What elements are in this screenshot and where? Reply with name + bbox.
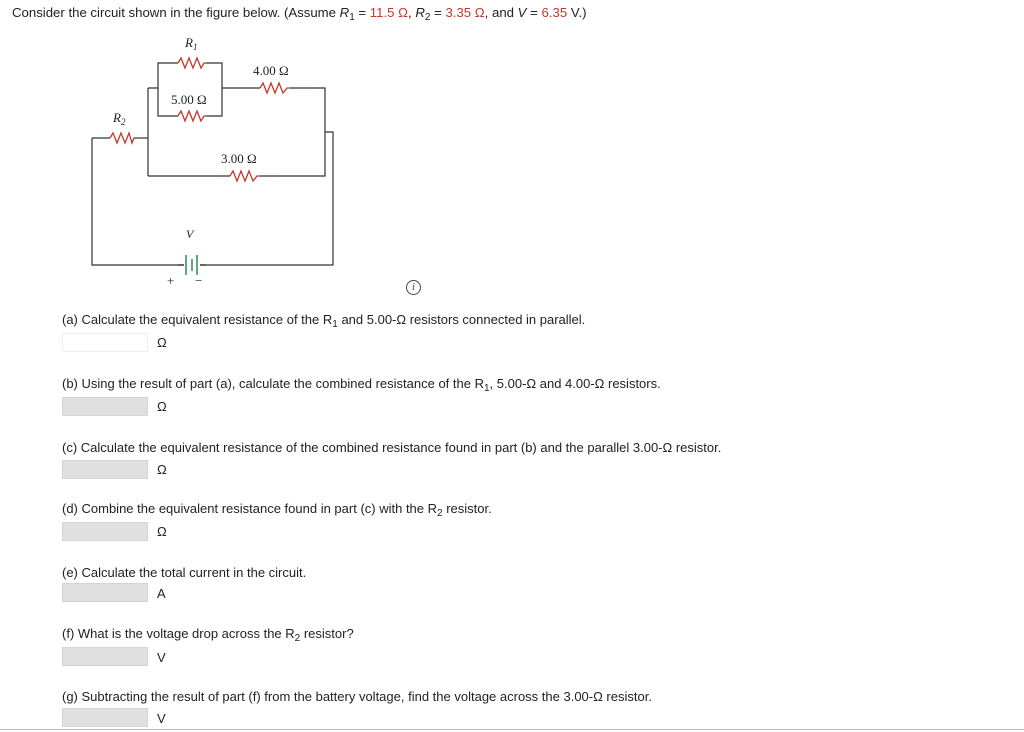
battery-label: V [186,227,194,241]
v-value: 6.35 [541,5,568,20]
question-e: (e) Calculate the total current in the circuit. [62,565,307,580]
r2-value: 3.35 Ω [445,5,485,20]
res-4-label: 4.00 Ω [253,63,289,78]
answer-input-f[interactable] [62,647,148,666]
battery-symbol [178,255,206,275]
wire-r1-left [148,63,178,88]
answer-input-c[interactable] [62,460,148,479]
answer-input-e[interactable] [62,583,148,602]
wire-r1-right [206,63,222,116]
wire-left-bottom [92,138,178,265]
resistor-5-ohm [178,111,206,121]
resistor-3-ohm [230,171,260,181]
res-5-label: 5.00 Ω [171,92,207,107]
unit-c: Ω [157,462,167,477]
circuit-wires [92,63,333,265]
info-icon[interactable]: i [406,280,421,295]
question-b: (b) Using the result of part (a), calculate the combined resistance of the $R_1$, 5.00-Ω and 4.00-Ω resistors. [62,376,661,394]
resistor-r2 [110,133,134,143]
unit-a: Ω [157,335,167,350]
unit-g: V [157,711,166,726]
question-d: (d) Combine the equivalent resistance found in part (c) with the $R_2$ resistor. [62,501,492,519]
unit-e: A [157,586,166,601]
question-c: (c) Calculate the equivalent resistance of the combined resistance found in part (b) and the parallel 3.00-Ω resistor. [62,440,722,455]
r1-label: $R_1$ [185,35,198,52]
question-a: (a) Calculate the equivalent resistance of the $R_1$ and 5.00-Ω resistors connected in parallel. [62,312,586,330]
minus-sign: − [195,273,203,288]
answer-input-d[interactable] [62,522,148,541]
unit-d: Ω [157,524,167,539]
resistor-r1 [178,58,206,68]
problem-statement: Consider the circuit shown in the figure below. (Assume $R_1 = 11.5$ Ω, $R_2 = 3.35$ Ω, and V = 6.35 V.) [12,5,587,23]
r2-label: $R_2$ [113,110,126,127]
circuit-diagram [0,0,1024,300]
r1-value: 11.5 Ω [369,5,408,20]
page-divider [0,729,1024,730]
res-3-label: 3.00 Ω [221,151,257,166]
answer-input-g[interactable] [62,708,148,727]
unit-f: V [157,650,166,665]
wire-r4-right [260,88,325,176]
question-f: (f) What is the voltage drop across the $R_2$ resistor? [62,626,354,644]
question-g: (g) Subtracting the result of part (f) from the battery voltage, find the voltage across the 3.00-Ω resistor. [62,689,652,704]
unit-b: Ω [157,399,167,414]
resistor-4-ohm [260,83,290,93]
answer-input-b[interactable] [62,397,148,416]
plus-sign: + [167,273,175,288]
answer-input-a[interactable] [62,333,148,352]
